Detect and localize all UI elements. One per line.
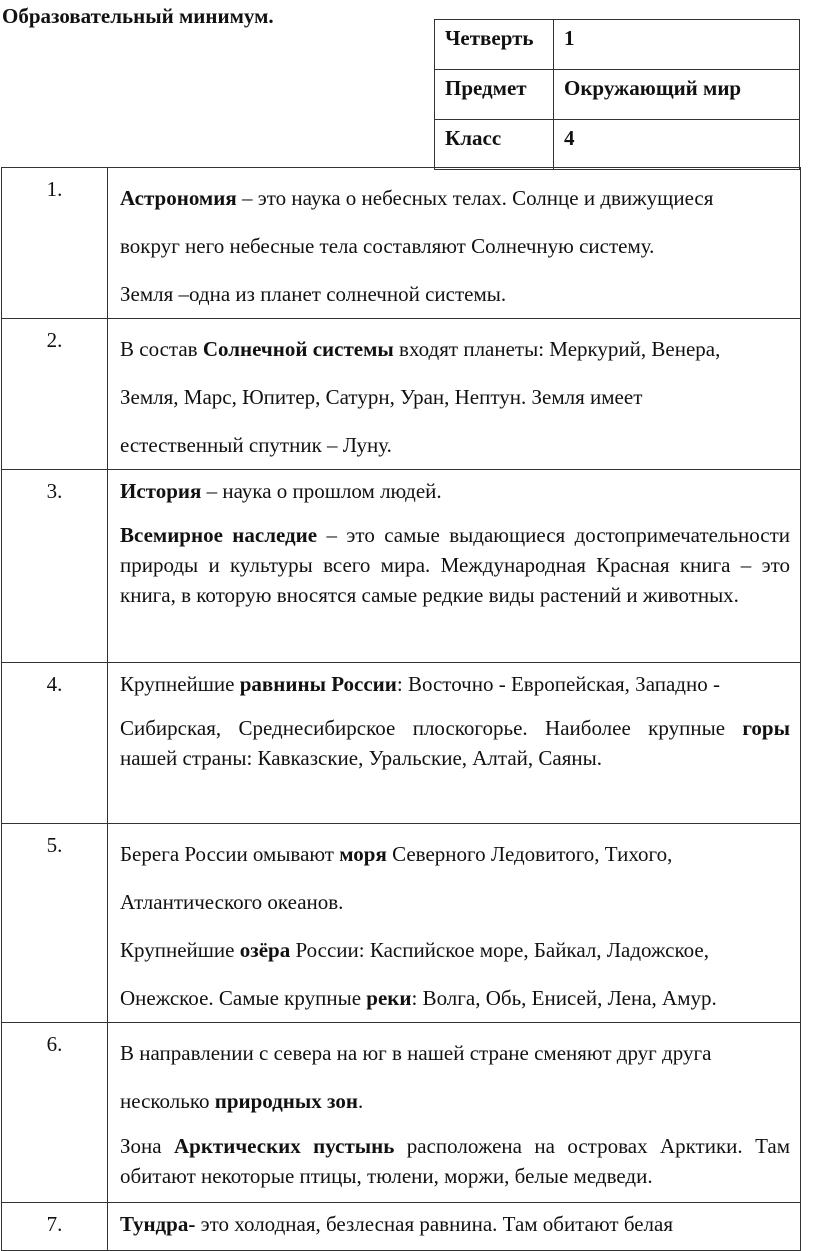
term-solar-system: Солнечной системы [202,337,394,361]
row-text [108,168,801,319]
text-span: Сибирская, Среднесибирское плоскогорье. Наиболее крупные [120,716,743,740]
term-plains: равнины России [239,672,397,696]
row-text [108,470,801,663]
table-row [2,824,801,1023]
row-text [108,1023,801,1203]
text-line: В направлении с севера на юг в нашей стране сменяют друг друга [120,1041,712,1065]
term-tundra: Тундра- [120,1212,196,1236]
quarter-row [435,20,800,70]
row-text [108,824,801,1023]
class-row [435,120,800,170]
row-number: 2. [2,319,108,470]
row-number: 6. [2,1023,108,1203]
subject-value: Окружающий мир [554,70,800,120]
quarter-label: Четверть [435,20,554,70]
text-span: нашей страны: Кавказские, Уральские, Алтай, Саяны. [120,746,602,770]
text-span: – наука о прошлом людей. [201,479,442,503]
term-mountains: горы [742,716,790,740]
subject-label: Предмет [435,70,554,120]
row-number: 7. [2,1203,108,1251]
text-span: Онежское. Самые крупные [120,986,367,1010]
row-text [108,663,801,824]
text-span: – это наука о небесных телах. Солнце и движущиеся [236,186,714,210]
class-label: Класс [435,120,554,170]
text-span: Берега России омывают [120,842,340,866]
table-row [2,319,801,470]
table-row [2,168,801,319]
text-span: Зона [120,1134,174,1158]
text-line: естественный спутник – Луну. [120,433,392,457]
term-world-heritage: Всемирное наследие [120,523,318,547]
row-number: 3. [2,470,108,663]
content-table [1,167,801,1251]
row-number: 5. [2,824,108,1023]
table-row [2,663,801,824]
subject-row [435,70,800,120]
row-number: 1. [2,168,108,319]
term-astronomy: Астрономия [120,186,237,210]
text-line: Земля –одна из планет солнечной системы. [120,282,507,306]
text-span: . [357,1089,364,1113]
info-table [434,19,800,170]
text-span: расположена на островах Арктики. Там обитают некоторые птицы, тюлени, моржи, белые медведи. [120,1134,790,1188]
text-span: : Волга, Обь, Енисей, Лена, Амур. [411,986,717,1010]
text-line: Земля, Марс, Юпитер, Сатурн, Уран, Нептун. Земля имеет [120,385,643,409]
term-arctic-deserts: Арктических пустынь [173,1134,395,1158]
text-line: вокруг него небесные тела составляют Солнечную систему. [120,234,655,258]
text-span: – это самые выдающиеся достопримечательности природы и культуры всего мира. Международная Красная книга – это книга, в которую вносятся самые редкие виды растений и животных. [120,523,790,607]
text-span: это холодная, безлесная равнина. Там обитают белая [195,1212,674,1236]
class-value: 4 [554,120,800,170]
term-lakes: озёра [239,938,291,962]
table-row [2,1023,801,1203]
row-number: 4. [2,663,108,824]
text-span: несколько [120,1089,215,1113]
text-line: Атлантического океанов. [120,890,344,914]
text-span: России: Каспийское море, Байкал, Ладожское, [290,938,709,962]
quarter-value: 1 [554,20,800,70]
table-row [2,1203,801,1251]
row-text [108,319,801,470]
row-text [108,1203,801,1251]
document-title: Образовательный минимум. [2,4,274,28]
term-history: История [120,479,202,503]
text-span: В состав [120,337,203,361]
text-span: Северного Ледовитого, Тихого, [386,842,673,866]
table-row [2,470,801,663]
text-span: : Восточно - Европейская, Западно - [396,672,720,696]
term-seas: моря [339,842,387,866]
text-span: Крупнейшие [120,672,240,696]
term-natural-zones: природных зон [214,1089,358,1113]
term-rivers: реки [366,986,412,1010]
text-span: входят планеты: Меркурий, Венера, [393,337,721,361]
text-span: Крупнейшие [120,938,240,962]
